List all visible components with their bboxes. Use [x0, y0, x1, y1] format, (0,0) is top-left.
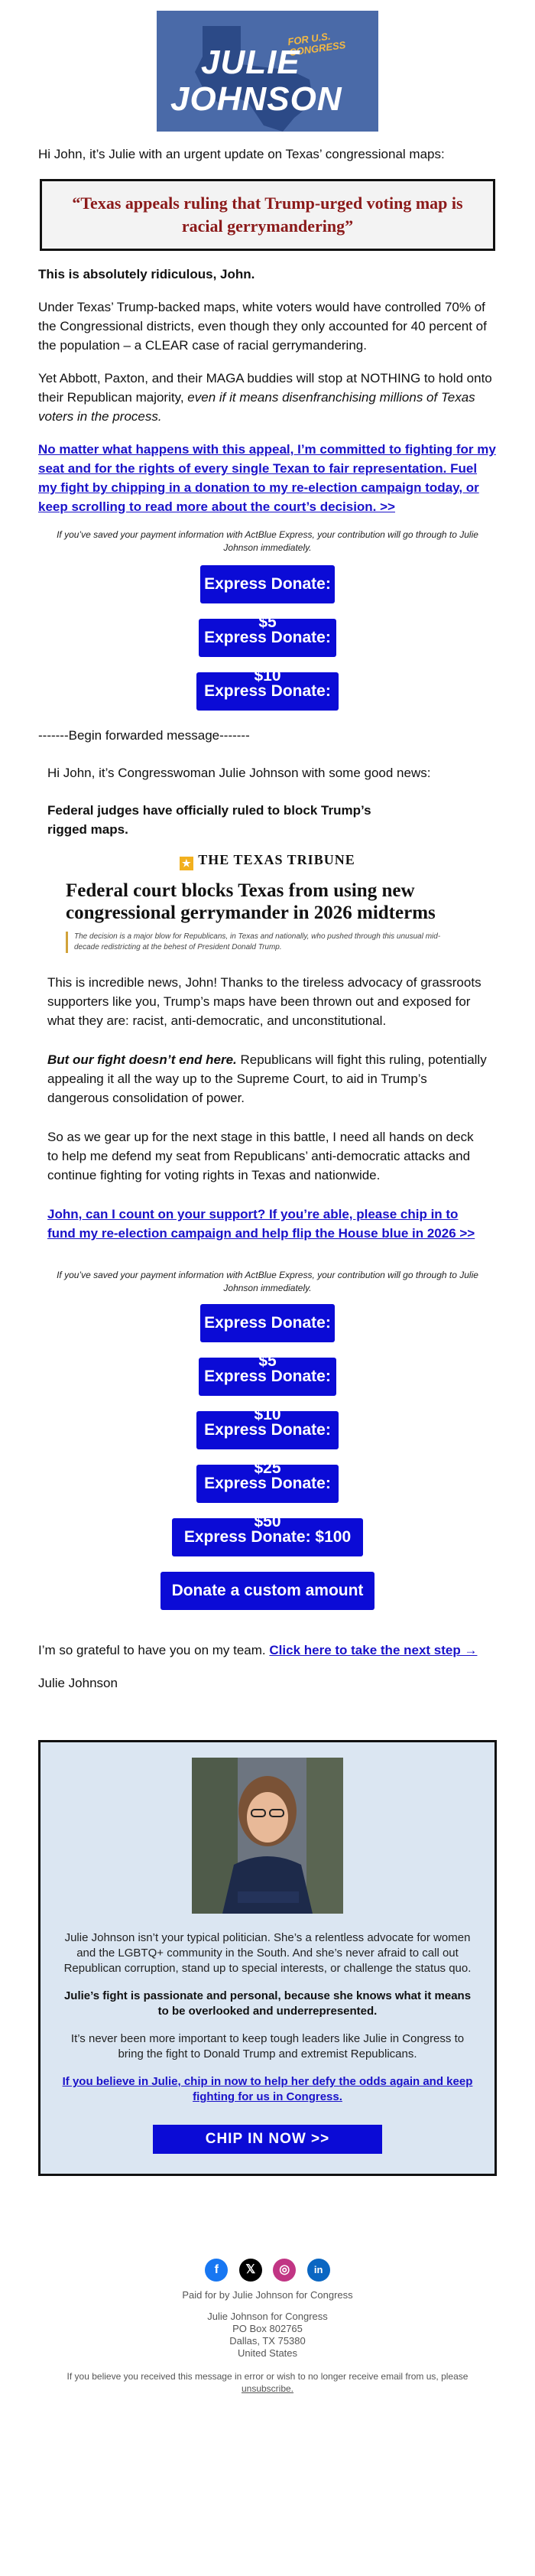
forward-divider: -------Begin forwarded message-------: [38, 728, 250, 743]
footer-po-box: PO Box 802765: [232, 2323, 303, 2334]
intro-text: Hi John, it’s Julie with an urgent update on Texas’ congressional maps:: [38, 147, 445, 161]
footer-country: United States: [237, 2347, 298, 2359]
julie-johnson-photo: [192, 1758, 343, 1914]
portrait-image: [192, 1758, 343, 1914]
custom-amount-button[interactable]: Donate a custom amount: [160, 1572, 374, 1610]
bio-paragraph-2: Julie’s fight is passionate and personal, because she knows what it means to be overlooked and underrepresented.: [63, 1989, 472, 2018]
fight-rest: Republicans will fight this ruling, potentially appealing it all the way up to the Supreme Court, to aid in Trump’s dangerous consolidation of power.: [47, 1052, 487, 1105]
paragraph-abbott-italic: even if it means disenfranchising millions of Texas voters in the process.: [38, 390, 475, 424]
bio-paragraph-3: It’s never been more important to keep tough leaders like Julie in Congress to bring the fight to Donald Trump and extremist Republicans.: [70, 2032, 465, 2060]
grateful-line: [38, 1641, 497, 1660]
express-donate-50-button[interactable]: Express Donate:: [196, 1465, 339, 1503]
bio-box: [38, 1740, 497, 2176]
forwarded-paragraph-news: This is incredible news, John! Thanks to the tireless advocacy of grassroots supporters like you, Trump’s maps have been thrown out and exposed for what they are: racist, anti-democratic, and unconstitutional.: [47, 975, 481, 1028]
chip-in-cta-link[interactable]: John, can I count on your support? If you’re able, please chip in to fund my re-election campaign and help flip the House blue in 2026 >>: [47, 1207, 475, 1241]
social-links: [38, 2259, 497, 2282]
bio-paragraph-1: Julie Johnson isn’t your typical politician. She’s a relentless advocate for women and the LGBTQ+ community in the South. And she’s never afraid to call out Republican corruption, stand up to special interests, or challenge the status quo.: [63, 1931, 472, 1975]
logo-tagline: FOR U.S. CONGRESS: [287, 30, 347, 59]
footer-org: Julie Johnson for Congress: [207, 2311, 328, 2322]
next-step-link[interactable]: Click here to take the next step →: [269, 1643, 478, 1657]
linkedin-icon[interactable]: in: [307, 2259, 330, 2282]
forwarded-bold-line: Federal judges have officially ruled to block Trump’s rigged maps.: [47, 803, 371, 837]
forwarded-greeting: Hi John, it’s Congresswoman Julie Johnson with some good news:: [47, 766, 431, 780]
logo-first-name: JULIE: [201, 44, 300, 81]
article-headline: Federal court blocks Texas from using new congressional gerrymander in 2026 midterms: [66, 880, 436, 923]
forwarded-paragraph-fight: [47, 1050, 488, 1107]
paid-for-line: Paid for by Julie Johnson for Congress: [182, 2289, 353, 2301]
actblue-note: If you’ve saved your payment information with ActBlue Express, your contribution will go through to Julie Johnson immediately.: [57, 529, 478, 553]
unsubscribe-text: If you believe you received this message in error or wish to no longer receive email from us, please: [66, 2371, 469, 2382]
express-donate-10-button[interactable]: Express Donate:: [199, 619, 336, 657]
logo-last-name: JOHNSON: [170, 80, 342, 118]
forwarded-paragraph-battle: So as we gear up for the next stage in this battle, I need all hands on deck to help me defend my seat from Republicans’ anti-democratic attacks and continue fighting for voting rights in Texas and nationwide.: [47, 1130, 474, 1182]
instagram-icon[interactable]: ◎: [273, 2259, 296, 2282]
express-donate-25-button-2[interactable]: Express Donate:: [196, 1411, 339, 1449]
news-headline-box: “Texas appeals ruling that Trump-urged voting map is racial gerrymandering”: [40, 179, 495, 251]
express-donate-25-button[interactable]: Express Donate: $25: [196, 672, 339, 711]
paragraph-abbott: [38, 369, 497, 426]
express-donate-5-button-2[interactable]: Express Donate:: [200, 1304, 335, 1342]
unsubscribe-line: [38, 2370, 497, 2395]
campaign-logo: [157, 11, 378, 132]
email-body: [38, 0, 497, 2395]
paragraph-abbott-text: Yet Abbott, Paxton, and their MAGA buddies will stop at NOTHING to hold onto their Republican majority,: [38, 371, 492, 405]
paragraph-gerrymandering: Under Texas’ Trump-backed maps, white voters would have controlled 70% of the Congressional districts, even though they only accounted for 40 percent of the population – a CLEAR case of racial gerrymandering.: [38, 300, 487, 353]
article-subheading: The decision is a major blow for Republicans, in Texas and nationally, who pushed through this unusual mid-decade redistricting at the behest of President Donald Trump.: [66, 932, 441, 953]
star-icon: ★: [180, 857, 193, 870]
express-donate-5-button[interactable]: Express Donate:: [200, 565, 335, 603]
x-icon[interactable]: 𝕏: [239, 2259, 262, 2282]
forwarded-message: [38, 763, 497, 1243]
footer-city: Dallas, TX 75380: [229, 2335, 306, 2347]
unsubscribe-link[interactable]: unsubscribe.: [241, 2383, 294, 2394]
texas-tribune-logo: [47, 853, 488, 870]
facebook-icon[interactable]: f: [205, 2259, 228, 2282]
paragraph-ridiculous: This is absolutely ridiculous, John.: [38, 267, 255, 281]
texas-tribune-name: THE TEXAS TRIBUNE: [198, 852, 355, 867]
express-donate-10-button-2[interactable]: Express Donate:: [199, 1358, 336, 1396]
actblue-note-2: If you’ve saved your payment information with ActBlue Express, your contribution will go through to Julie Johnson immediately.: [57, 1270, 478, 1293]
donate-cta-link[interactable]: No matter what happens with this appeal, I’m committed to fighting for my seat and for the rights of every single Texan to fair representation. Fuel my fight by chipping in a donation to my re-election campaign today, or keep scrolling to read more about the court’s decision. >>: [38, 442, 496, 514]
bio-chip-in-link[interactable]: If you believe in Julie, chip in now to help her defy the odds again and keep fighting for us in Congress.: [62, 2075, 473, 2103]
fight-emphasis: But our fight doesn’t end here.: [47, 1052, 237, 1067]
express-donate-100-button[interactable]: Express Donate: $100: [172, 1518, 363, 1556]
signature: Julie Johnson: [38, 1676, 118, 1690]
chip-in-now-button[interactable]: CHIP IN NOW >>: [153, 2125, 382, 2154]
grateful-text: I’m so grateful to have you on my team.: [38, 1643, 266, 1657]
